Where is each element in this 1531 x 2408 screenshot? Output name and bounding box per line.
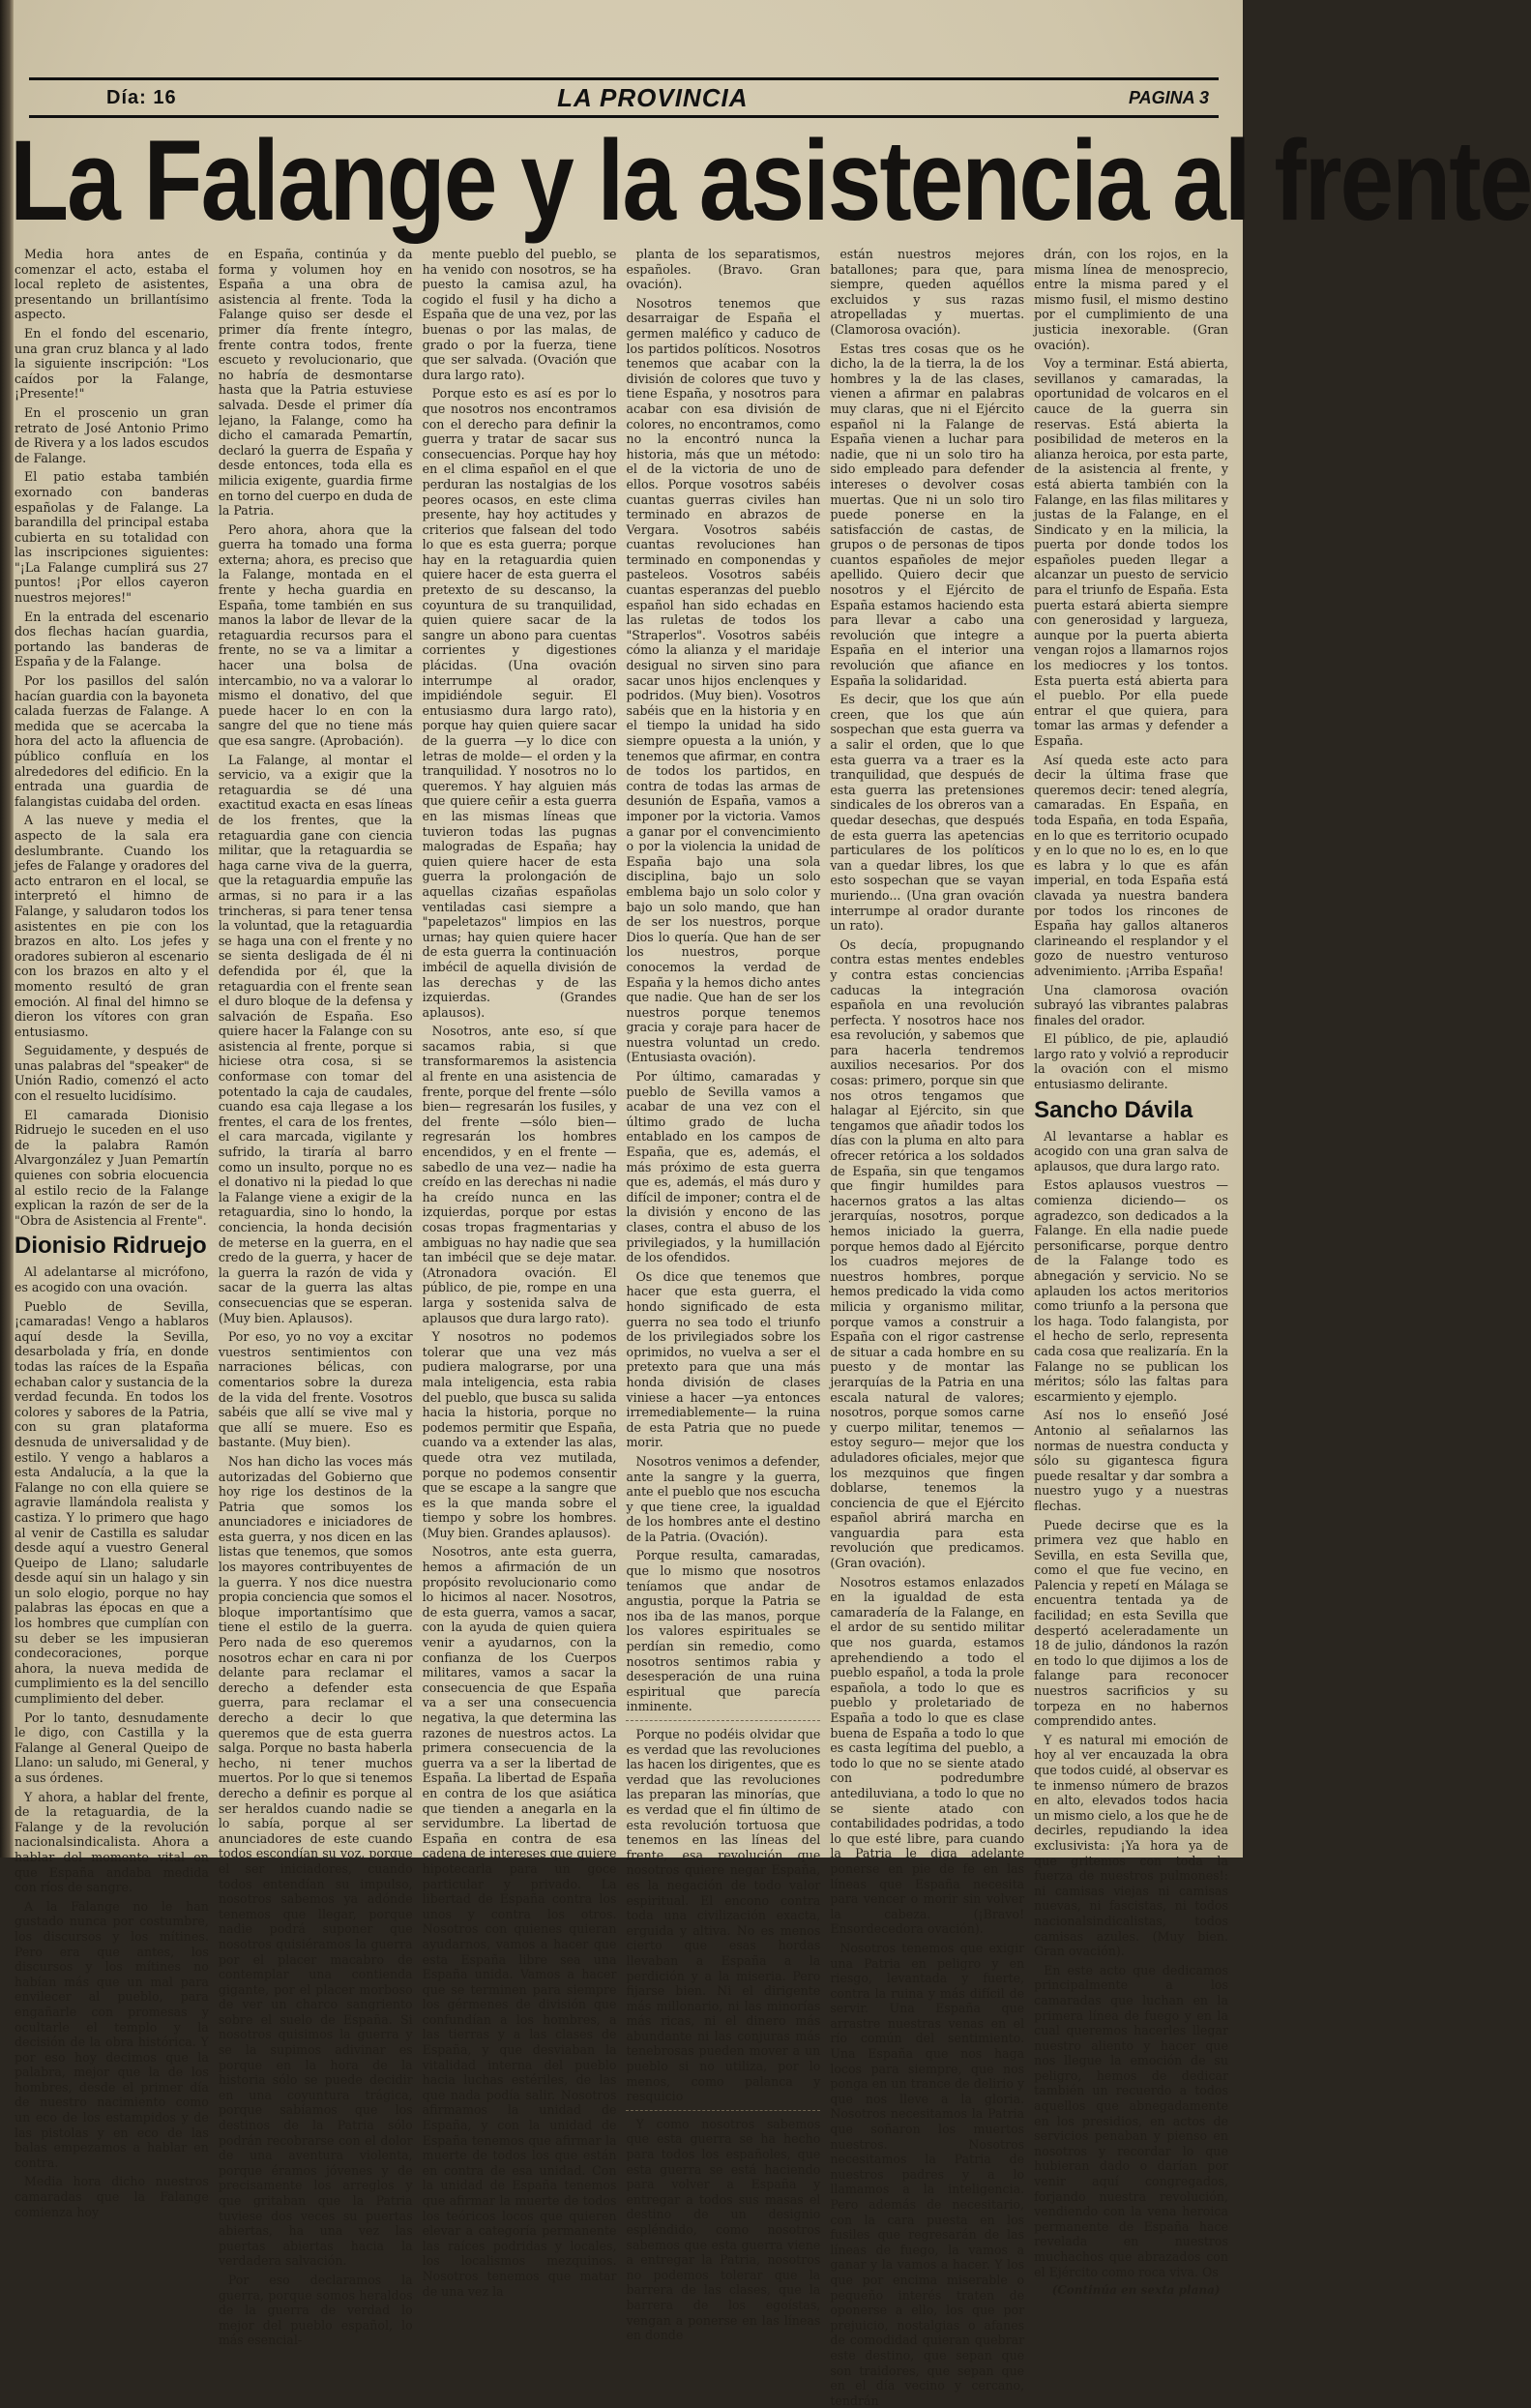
article-paragraph: Nosotros venimos a defender, ante la sangre y la guerra, ante el pueblo que nos escucha y que tiene cree, la igualdad de los hombres ante el destino de la Patria. (Ovación). xyxy=(626,1453,821,1544)
article-paragraph: Al adelantarse al micrófono, es acogido con una ovación. xyxy=(15,1264,209,1294)
article-paragraph: Pero ahora, ahora que la guerra ha tomado una forma externa; ahora, es preciso que la Falange, montada en el frente y hecha guardia en España, tome también en sus manos la labor de llevar de la retaguardia recursos para el frente, no se va a limitar a hacer una bolsa de intercambio, no va a valorar lo mismo el donativo, del que puede hacer lo en con la sangre del que no tiene más que esa sangre. (Aprobación). xyxy=(218,521,413,748)
article-paragraph: Al levantarse a hablar es acogido con una gran salva de aplausos, que dura largo rato. xyxy=(1034,1128,1228,1174)
article-column-3 xyxy=(422,247,617,2299)
continued-note: (Continúa en sexta plana) xyxy=(1051,2283,1221,2298)
article-columns xyxy=(15,247,1228,2408)
article-column-6 xyxy=(1034,247,1228,2298)
article-paragraph: Es decir, que los que aún creen, que los que aún sospechan que esta guerra va a salir el orden, que lo que esta guerra va a traer es la tranquilidad, que después de esta guerra las pretensiones sindicales de los obreros van a quedar desechas, que después de esta guerra las apetencias particulares de los políticos van a quedar libres, los que esto sospechan que se vayan muriendo... (Una gran ovación interrumpe al orador durante un rato). xyxy=(830,692,1025,934)
article-paragraph: Seguidamente, y después de unas palabras del "speaker" de Unión Radio, comenzó el acto con el resuelto lucidísimo. xyxy=(15,1043,209,1104)
article-paragraph: Nosotros tenemos que exigir una Patria en peligro y en riesgo, levantada y fuerte, contra la ruina y más difícil de servir. Una España que arrastre nuestras venas en el río común del sentimiento. Una España que nos haga locos para siempre, que nos ponga en un trance de delirio y que nos lleve a la gloria. Nosotros necesitamos la Patria que soñaron los muertos nuestros. Nosotros necesitamos la Patria de nuestros padres y a lo llamamos a la inteligencia. Pero además de necesitario, con la cara puesta en los fusiles que regresarán de las líneas de fuego, la vamos a ganar y la vamos a hacer. Y los que por encima miserable o pequeño interés traten de oponerse a ello, los que por prejuicio, nostalgias o afanes de comodidad quieran quebrar este destino, que sepan que son traidores, que sepan que en el día vecino y cercano, tendrán xyxy=(830,1940,1025,2408)
article-paragraph: Y como nosotros sabemos que esta guerra se ha hecho para todos los españoles, que esta guerra se está haciendo para volver a España y entregar a todos sus masas el destino de un designio espléndido, como nosotros sabemos que esta guerra viene a entregar la Patria, nosotros no podemos tolerar que la barrera de las clases, que la barrera de los egoístas, vengan a ponerse en las líneas en donde xyxy=(626,2116,821,2343)
article-paragraph: Voy a terminar. Está abierta, sevillanos y camaradas, la oportunidad de volcaros en el cauce de la guerra sin reservas. Está abierta la posibilidad de meteros en la alianza heroica, por esta parte, de la asistencia al frente, y está abierta también con la Falange, en las filas militares y justas de la Falange, en el Sindicato y en la milicia, la puerta por donde todos los españoles pueden llegar a alcanzar un puesto de servicio para el triunfo de España. Esta puerta estará abierta siempre con generosidad y largueza, aunque por la puerta abierta vengan rojos a llamarnos rojos los mediocres y los tontos. Esta puerta está abierta para el pueblo. Por ella puede entrar el que quiera, para tomar las armas y defender a España. xyxy=(1034,356,1228,748)
article-paragraph: En la entrada del escenario dos flechas hacían guardia, portando las banderas de España y de la Falange. xyxy=(15,609,209,669)
article-paragraph: Y es natural mi emoción de hoy al ver encauzada la obra que todos cuidé, al observar es te inmenso número de brazos en alto, elevados todos hacia un mismo cielo, a los que he de decirles, repudiando la idea exclusivista: ¡Ya hora ya de que gritemos con toda la fuerza de nuestros pulmones!: ni camisas viejas ni camisas nuevas, ni fascistas, ni todos nacionalsindicalistas, todos camisas azules. (Muy bien. Gran ovación). xyxy=(1034,1732,1228,1959)
article-paragraph: El patio estaba también exornado con banderas españolas y de Falange. La barandilla del principal estaba cubierta en su totalidad con las inscripciones siguientes: "¡La Falange cumplirá sus 27 puntos! ¡Por ellos cayeron nuestros mejores!" xyxy=(15,469,209,606)
article-paragraph: Estas tres cosas que os he dicho, la de la tierra, la de los hombres y la de las clases, vienen a afirmar en palabras muy claras, que ni el Ejército español ni la Falange de España vienen a luchar para nadie, que ni un solo tiro ha sido empleado para defender intereses o devolver cosas muertas. Que ni un solo tiro puede ponerse en la satisfacción de castas, de grupos o de personas de tipos cuantos españoles de mejor apellido. Quiero decir que nosotros y el Ejército de España estamos haciendo esta para llevar a cabo una revolución que integre a España en el interior una revolución que afiance en España la solidaridad. xyxy=(830,341,1025,688)
page-binding-shadow xyxy=(0,0,14,1858)
article-paragraph: Porque esto es así es por lo que nosotros nos encontramos con el derecho para definir la guerra y tratar de sacar sus consecuencias. Porque hay hoy en el clima español en el que perduran las nostalgias de los peores ocasos, en este clima presente, hay hoy actitudes y criterios que falsean del todo lo que es esta guerra; porque hay en la retaguardia quien quiere hacer de esta guerra el pretexto de su descanso, la coyuntura de su tranquilidad, quien quiere sacar de la sangre un abono para cuentas corrientes y digestiones plácidas. (Una ovación interrumpe al orador, impidiéndole seguir. El entusiasmo dura largo rato), porque hay quien quiere sacar de la guerra —y lo dice con letras de molde— el orden y la tranquilidad. Y nosotros no lo queremos. Y hay alguien más que quiere ceñir a esta guerra en las mismas líneas que tuvieron todas las pugnas malogradas de España; hay quien quiere hacer de esta guerra la prolongación de aquellas cizañas españolas ventiladas casi siempre a "papeletazos" limpios en las urnas; hay quien quiere hacer de esta guerra la continuación imbécil de aquella división de las derechas y de las izquierdas. (Grandes aplausos). xyxy=(422,386,617,1020)
article-paragraph: mente pueblo del pueblo, se ha venido con nosotros, se ha puesto la camisa azul, ha cogido el fusil y ha dicho a España que de una vez, por las buenas o por las malas, de grado o por la fuerza, tiene que ser salvada. (Ovación que dura largo rato). xyxy=(422,247,617,382)
article-paragraph: Nosotros estamos enlazados en la igualdad de esta camaradería de la Falange, en el ardor de su sentido militar que nos guarda, estamos aprehendiendo a todo el pueblo español, a toda la prole española, a todo lo que es pueblo y proletariado de España a todo lo que es clase buena de España a todo lo que es casta legítima del pueblo, a todo lo que no se siente atado con podredumbre antediluviana, a todo lo que no se siente atado con contabilidades podridas, a todo lo que esté libre, para cuando la Patria le diga adelante ponerse en pie de fe en las líneas que España necesita para vencer o morir sin volver la cabeza. (¡Bravo! Ensordecedora ovación). xyxy=(830,1574,1025,1937)
article-paragraph: Media hora dicho nuestros camaradas que la Falange comienza hoy xyxy=(15,2174,209,2219)
article-column-2 xyxy=(218,247,413,2348)
article-paragraph: En el fondo del escenario, una gran cruz blanca y al lado la siguiente inscripción: "Los caídos por la Falange, ¡Presente!" xyxy=(15,325,209,401)
article-paragraph: planta de los separatismos, españoles. (Bravo. Gran ovación). xyxy=(626,247,821,292)
article-paragraph: Por eso declaramos la guerra, porque somos heraldos de la guerra de verdad lo mejor del pueblo español, lo más esencial- xyxy=(218,2272,413,2348)
article-paragraph: Nos han dicho las voces más autorizadas del Gobierno que hoy rige los destinos de la Patria que somos los anunciadores e iniciadores de esta guerra, y nos dicen en las listas que tenemos, que somos los mayores contribuyentes de la guerra. Y nos dice nuestra propia conciencia que somos el bloque importantísimo que tiene el estilo de la guerra. Pero nada de eso queremos nosotros echar en cara ni por delante para reclamar el derecho a defender esta guerra, para reclamar el derecho a decir lo que queremos que de esta guerra salga. Porque no basta haberla hecho, ni tener muchos muertos. Por lo que si tenemos derecho a definir es porque al ser heraldos cuando nadie se lo sabía, porque al ser anunciadores de este cuando todos escondían su voz, porque el ser iniciadores, cuando todos entendían su impulso, nosotros sabemos ya adónde tenemos que llegar, porque nadie podrá suponer que nosotros quisiéramos la guerra por el placer macabro de contemplar una contienda gigante, por el placer morboso de ver un charco sangriento sobre el suelo de España. Si nosotros quisimos la guerra y se la supimos adivinar es porque en la hora de la historia sólo se puede decidir en una coyuntura trágica, porque sabíamos que los destinos de la Patria sólo podrán recobrarse con el dolor de una aventura violenta, porque éramos jóvenes y de precisamente los arreglos y que gritaban que la Patria tuviese dos veces su puertas abiertas, ha una vez las puertas abiertas hacia la verdadera salvación. xyxy=(218,1453,413,2269)
article-paragraph: Os decía, propugnando contra estas mentes endebles y contra estas conciencias caducas la integración española en una revolución perfecta. Y nosotros hace nos esa revolución, y sabemos que para hacerla tendremos auxilios necesarios. Por dos cosas: primero, porque sin que nos otros tengamos que halagar al Ejército, sin que tengamos que añadir todos los días con la pluma en alto para ofrecer retórica a los soldados de España, sin que tengamos que fingir humildes para hacernos gratos a las altas jerarquías, nosotros, porque hemos iniciado la guerra, porque hemos dado al Ejército los cuadros mejores de nuestros hombres, porque hemos predicado la vida como milicia y organismo militar, porque vamos a construir a España con el rigor castrense de situar a cada hombre en su puesto y de montar las jerarquías de la Patria en una escala natural de valores; nosotros, porque somos carne y cuerpo militar, tenemos —estoy seguro— mejor que los aduladores oficiales, mejor que los mezquinos que fingen doblarse, tenemos la conciencia de que el Ejército español abrirá marcha en vanguardia para esta revolución que predicamos. (Gran ovación). xyxy=(830,936,1025,1571)
article-paragraph: están nuestros mejores batallones; para que, para siempre, queden aquéllos excluidos y sus razas atropelladas y muertas. (Clamorosa ovación). xyxy=(830,247,1025,337)
article-column-5 xyxy=(830,247,1025,2408)
article-paragraph: Por lo tanto, desnudamente le digo, con Castilla y la Falange al General Queipo de Llano: un saludo, mi General, y a sus órdenes. xyxy=(15,1709,209,1785)
section-heading-ridruejo: Dionisio Ridruejo xyxy=(15,1233,207,1260)
article-paragraph: Media hora antes de comenzar el acto, estaba el local repleto de asistentes, presentando un brillantísimo aspecto. xyxy=(15,247,209,322)
article-paragraph: Puede decirse que es la primera vez que hablo en Sevilla, en esta Sevilla que, como el que fue vecino, en Palencia y repetí en Málaga se encuentra tentada ya de facilidad; en esta Sevilla que despertó aceleradamente un 18 de julio, dándonos la razón en todo lo que dijimos a los de falange para reconocer nuestros sacrificios y su torpeza en no habernos comprendido antes. xyxy=(1034,1517,1228,1729)
article-paragraph: Por los pasillos del salón hacían guardia con la bayoneta calada fuerzas de Falange. A medida que se acercaba la hora del acto la afluencia de público confluía en los alrededores del edificio. En la entrada una guardia de falangistas cuidaba del orden. xyxy=(15,673,209,809)
article-column-4 xyxy=(626,247,821,2343)
article-paragraph: A las nueve y media el aspecto de la sala era deslumbrante. Cuando los jefes de Falange y oradores del acto entraron en el local, se interpretó el himno de Falange, y saludaron todos los asistentes en pie con los brazos en alto. Los jefes y oradores subieron al escenario con los brazos en alto y el momento resultó de gran emoción. Al final del himno se dieron los vítores con gran entusiasmo. xyxy=(15,813,209,1039)
main-headline: La Falange y la asistencia al frente xyxy=(10,116,1531,246)
section-heading-davila: Sancho Dávila xyxy=(1034,1096,1193,1123)
article-paragraph: Una clamorosa ovación subrayó las vibrantes palabras finales del orador. xyxy=(1034,982,1228,1027)
article-paragraph: Pueblo de Sevilla, ¡camaradas! Vengo a hablaros aquí desde la Sevilla, desarbolada y fría, en donde todas las raíces de la España echaban calor y sustancia de la verdad fecunda. En todos los colores y sabores de la Patria, con su gran plataforma desnuda de universalidad y de estilo. Y vengo a hablaros a esta Andalucía, a la que la Falange no con ella quiere se agravie llamándola realista y castiza. Y lo primero que hago al venir de Castilla es saludar desde aquí a vuestro General Queipo de Llano; saludarle desde aquí sin un halago y sin un solo elogio, porque no hay palabras las épocas en que a los hombres que cumplían con su deber se les impusieran condecoraciones, porque ahora, la nueva medida de cumplimiento es la del sencillo cumplimiento del deber. xyxy=(15,1298,209,1707)
header-date: Día: 16 xyxy=(106,86,177,108)
article-paragraph: Por eso, yo no voy a excitar vuestros sentimientos con narraciones bélicas, con comentarios sobre la dureza de la vida del frente. Vosotros sabéis que allí se vive mal y que allí se muere. Eso es bastante. (Muy bien). xyxy=(218,1329,413,1450)
article-paragraph: Nosotros, ante eso, sí que sacamos rabia, si que transformaremos la asistencia al frente en una asistencia de frente, porque del frente —sólo bien— regresarán los fusiles, y del frente —sólo bien— regresarán los hombres encendidos, y en el frente —sabedlo de una vez— nadie ha creído en las derechas ni nadie ha creído nunca en las izquierdas, porque por estas cosas tropas fragmentarias y ambiguas no hay nadie que sea tan imbécil que se deje matar. (Atronadora ovación. El público, de pie, rompe en una larga y sostenida salva de aplausos que dura largo rato). xyxy=(422,1024,617,1325)
article-paragraph: drán, con los rojos, en la misma línea de menosprecio, entre la misma pared y el mismo fusil, el mismo destino por el cumplimiento de una justicia inexorable. (Gran ovación). xyxy=(1034,247,1228,352)
article-paragraph: Y nosotros no podemos tolerar que una vez más pudiera malograrse, por una mala inteligencia, esta rabia del pueblo, que busca su salida hacia la historia, porque no podemos permitir que España, cuando va a extender las alas, quede otra vez mutilada, porque no podemos consentir que se escape a la sangre que es la que manda sobre el tiempo y sobre los hombres. (Muy bien. Grandes aplausos). xyxy=(422,1329,617,1540)
article-paragraph: Así nos lo enseñó José Antonio al señalarnos las normas de nuestra conducta y sólo su gigantesca figura puede resaltar y dar sombra a nuestro yugo y a nuestras flechas. xyxy=(1034,1408,1228,1513)
article-paragraph: Y ahora, a hablar del frente, de la retaguardia, de la Falange y de la revolución nacionalsindicalista. Ahora a hablar del momento vital en que España andaba medida con ríos de sangre. xyxy=(15,1789,209,1895)
article-paragraph: Por último, camaradas y pueblo de Sevilla vamos a acabar de una vez con el último grado de lucha entablado en los campos de España, que es, además, el más próximo de esta guerra que es, además, el más duro y difícil de imponer; contra el de la división y encono de las clases, contra el abuso de los privilegiados, y la humillación de los ofendidos. xyxy=(626,1069,821,1265)
article-paragraph: Os dice que tenemos que hacer que esta guerra, el hondo significado de esta guerra no sea todo el triunfo de los privilegiados sobre los oprimidos, no vuelva a ser el pretexto para que una más honda división de clases viniese a hacer —ya entonces irremediablemente— la ruina de esta Patria que no puede morir. xyxy=(626,1268,821,1450)
article-paragraph: Nosotros tenemos que desarraigar de España el germen maléfico y caduco de los partidos políticos. Nosotros tenemos que acabar con la división de colores que tuvo y tiene España, y nosotros para acabar con esa división de colores, no encontramos, como no la encontró nunca la historia, más que un método: el de la victoria de uno de ellos. Porque vosotros sabéis cuantas guerras civiles han terminado en abrazos de Vergara. Vosotros sabéis cuantas revoluciones han terminado en componendas y pasteleos. Vosotros sabéis cuantas esperanzas del pueblo español han sido echadas en las ruletas de todos los "Straperlos". Vosotros sabéis cómo la alianza y el maridaje desigual no sirven sino para sacar unos hijos enclenques y podridos. (Muy bien). Vosotros sabéis que en la historia y en el tiempo la unidad ha sido siempre opuesta a la unión, y tenemos que afirmar, en contra de todos los partidos, en contra de todas las armas de desunión de España, vamos a imponer por la victoria. Vamos a ganar por el convencimiento o por la violencia la unidad de España bajo una sola disciplina, bajo un solo emblema bajo un solo color y bajo un solo mando, que han de ser los nuestros, porque Dios lo quería. Que han de ser los nuestros, porque conocemos la verdad de España y la hemos dicho antes que nadie. Que han de ser los nuestros porque tenemos gracia y coraje para hacer de nuestra voluntad un credo. (Entusiasta ovación). xyxy=(626,295,821,1065)
article-paragraph: Así queda este acto para decir la última frase que queremos decir: tened alegría, camaradas. En España, en toda España, en toda España, en lo que es territorio ocupado y en lo que no lo es, en lo que es labra y lo que es afán imperial, en toda España está clavada ya nuestra bandera por todos los rincones de España hay gallos altaneros clarineando el resplandor y el gozo de nuestro venturoso advenimiento. ¡Arriba España! xyxy=(1034,752,1228,978)
article-paragraph: El público, de pie, aplaudió largo rato y volvió a reproducir la ovación con el mismo entusiasmo delirante. xyxy=(1034,1031,1228,1092)
article-paragraph: en España, continúa y da forma y volumen hoy en España a una obra de asistencia al frente. Toda la Falange quiso ser desde el primer día frente íntegro, frente contra todos, frente escueto y revolucionario, que no habría de desmontarse hasta que la Patria estuviese salvada. Desde el primer día lejano, la Falange, como ha dicho el camarada Pemartín, declaró la guerra de España y desde entonces, toda ella es milicia exigente, guardia firme en torno del cuerpo en duda de la Patria. xyxy=(218,247,413,519)
article-paragraph: Estos aplausos vuestros —comienza diciendo— os agradezco, son dedicados a la Falange. En ella nadie puede personificarse, porque dentro de la Falange todo es abnegación y servicio. No se aplauden los actos meritorios como triunfo a la persona que los haga. Todo falangista, por el hecho de serlo, representa cada cosa que realizaría. En la Falange no se publican los méritos; sólo las faltas para escarmiento y ejemplo. xyxy=(1034,1177,1228,1404)
article-paragraph: Porque resulta, camaradas, que lo mismo que nosotros teníamos que andar de angustia, porque la Patria se nos iba de las manos, porque los valores espirituales se perdían sin remedio, como nosotros sentimos rabia y desesperación de una ruina espiritual que parecía inminente. xyxy=(626,1548,821,1714)
article-paragraph: En el proscenio un gran retrato de José Antonio Primo de Rivera y a los lados escudos de Falange. xyxy=(15,404,209,465)
article-paragraph: En este acto que dedicamos principalmente a los camaradas que luchan en la primera línea de fuego y en la cual queremos hacerles llegar nuestro aliento y hacer que nos llegue la emoción de su peligro, hemos de dedicar también un recuerdo a todos aquellos que abnegadamente en los presidios, en actos de servicios penaban y pienso en nosotros y recordar lo que hubieran dado o darían por venir aquí congregados, forjando nuestra revolución, vendiendo con la vena heroica permanente de España hace revelada en nuestros muchachos que abrazados con el Ejército como roca viva. Os xyxy=(1034,1962,1228,2279)
article-paragraph: El camarada Dionisio Ridruejo le suceden en el uso de la palabra Ramón Alvargonzález y Juan Pemartín quienes con sobria elocuencia al estilo recio de la Falange explican la razón de ser de la "Obra de Asistencia al Frente". xyxy=(15,1107,209,1228)
article-column-1 xyxy=(15,247,209,2219)
article-paragraph: Porque no podéis olvidar que es verdad que las revoluciones las hacen los dirigentes, que es verdad que las revoluciones las preparan las minorías, que es verdad que el fin último de esta revolución tortuosa que tenemos en las líneas del frente, esa revolución que nosotros quiere negar España, es la negación de todo valor espiritual. El encono contra toda una civilización exacta, erguida y altiva. No es menos cierto que esas hordas llevaban a España a la perdición y a la miseria. Pero fijarse bien. Ni el dirigente más millonario, ni las minorías más ricas, ni el dinero más abundante ni las conjuras más tenebrosas pueden mover a un pueblo si no utiliza, por lo menos, como palanca y resquicio xyxy=(626,1727,821,2104)
page-number: PAGINA 3 xyxy=(1128,87,1209,107)
column-divider-rule xyxy=(626,2110,820,2111)
article-paragraph: A la Falange no le han gustado nunca por costumbre, los discursos y los mítines. Pero era que antes, los discursos y los mítines no habían más que un mal para envilecer al pueblo, para engañarle con promesas y ocultarle el templo y la decisión de la obra histórica. Y por eso hoy decimos que la palabra, mejor que la de los hombres, desde el primer día de nuestro nacimiento como un eco de los estampidos y de las pistolas y en eco de las balas empezamos a hablar en contra. xyxy=(15,1898,209,2170)
article-paragraph: La Falange, al montar el servicio, va a exigir que la retaguardia se dé una exactitud exacta en esas líneas de los frentes, que la retaguardia gane con ciencia militar, que la retaguardia se haga carne viva de la guerra, que la retaguardia empuñe las armas, si no para ir a las trincheras, si para tener tensa la voluntad, que la retaguardia se haga una con el frente y no se sienta desligada de él ni defendida por él, que la retaguardia con el frente sean el duro bloque de la defensa y salvación de España. Eso quiere hacer la Falange con su asistencia al frente, porque si hiciese otra cosa, si se conformase con tomar del potentado la caja de caudales, cuando esa caja llegase a los frentes, el cara de los frentes, el cara marcada, vigilante y sufrido, la tiraría al barro como un insulto, porque no es el donativo ni la piedad lo que la Falange viene a exigir de la retaguardia, sino lo hondo, la conciencia, la honda decisión de meterse en la guerra, en el credo de la guerra, y hacer de la guerra la razón de vida y sacar de la guerra las altas consecuencias que se esperan. (Muy bien. Aplausos). xyxy=(218,752,413,1325)
article-paragraph: Nosotros, ante esta guerra, hemos a afirmación de un propósito revolucionario como lo hicimos al nacer. Nosotros, de esta guerra, vamos a sacar, con la ayuda de quien quiera venir a ayudarnos, con la confianza de los Cuerpos militares, vamos a sacar la consecuencia de que España va a ser una consecuencia negativa, la que determina las razones de nuestros actos. La primera consecuencia de la guerra va a ser la libertad de España. La libertad de España en contra de los que asiática que tienden a anegarla en la servidumbre. La libertad de España en contra de esa cadena de intereses que quiere hipotecarla para un goce particular y privado. La libertad de España contra los unos y contra los otros. Nosotros con quienes quieran ayudarnos, vamos a hacer que esta España libre sea una España unida. Vamos a hacer que se terminen para siempre los gérmenes de división que confundían a los hombres, a las tierras y a las clases de España, y que desviaban la vitalidad interna del pueblo hacia luchas estériles, de las que nada podía salir. Nosotros afirmamos la unidad de España, y con la unidad de España tenemos que afirmar la muerte de todos los que están en contra de esa unidad. Con la unidad de España tenemos que afirmar la muerte de todos los teóricos locos que quieren elevar a categoría permanente las raíces podridas y locales, los localismos mezquinos. Nosotros tenemos que matar de una vez la xyxy=(422,1544,617,2299)
column-divider-rule xyxy=(626,1720,820,1721)
newspaper-masthead: LA PROVINCIA xyxy=(557,82,749,112)
